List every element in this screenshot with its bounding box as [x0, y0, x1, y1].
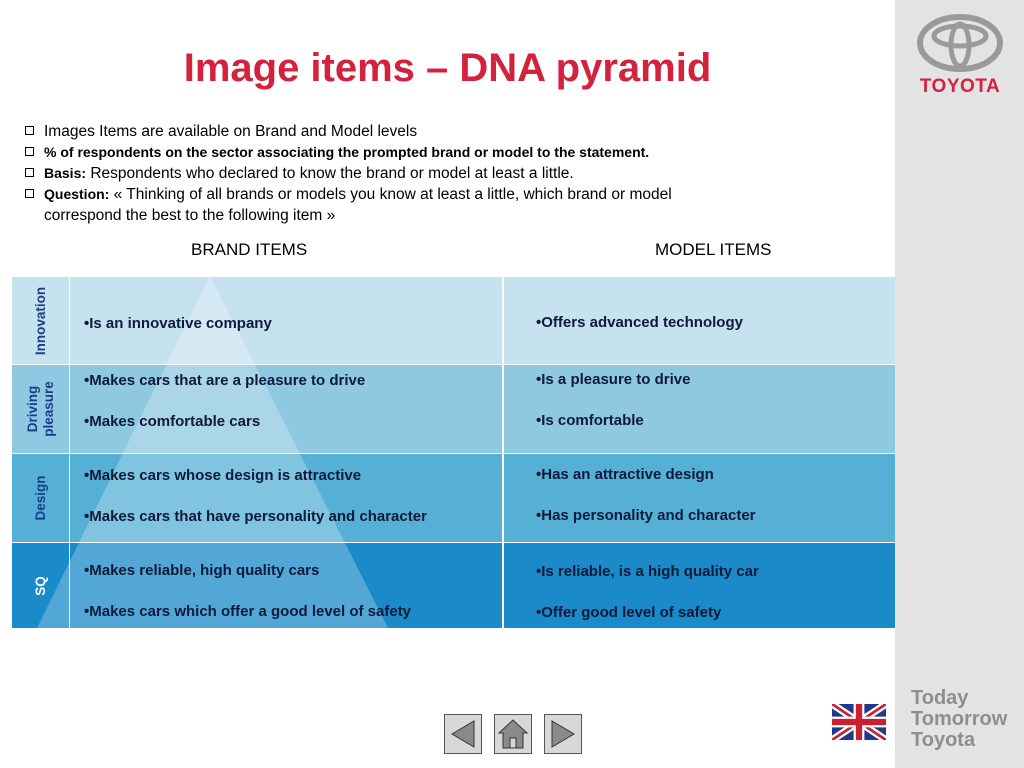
checkbox-bullet-icon: [25, 189, 34, 198]
tagline-line: Toyota: [911, 729, 976, 751]
checkbox-bullet-icon: [25, 168, 34, 177]
bullet-basis: [24, 163, 854, 184]
checkbox-bullet-icon: [25, 147, 34, 156]
bullet-list: [24, 121, 854, 226]
bullet-label: Question:: [44, 186, 110, 202]
home-icon: [495, 715, 531, 753]
slide-title: Image items – DNA pyramid: [183, 46, 712, 90]
row-label-cell: [12, 277, 70, 364]
home-button[interactable]: [494, 714, 532, 754]
bullet-levels: [24, 121, 854, 142]
row-label-cell: [12, 543, 70, 628]
tagline-line: Tomorrow: [911, 708, 1008, 730]
model-item: •Offers advanced technology: [536, 314, 743, 331]
row-label: Driving pleasure: [25, 381, 56, 437]
model-items-header: MODEL ITEMS: [655, 240, 772, 259]
brand-item: •Makes reliable, high quality cars: [84, 562, 320, 579]
column-divider: [502, 365, 504, 453]
brand-item: •Makes cars that have personality and character: [84, 508, 427, 525]
bullet-text: « Thinking of all brands or models you know at least a little, which brand or model: [109, 186, 672, 203]
tagline-line: Today: [911, 687, 969, 709]
brand-item: •Makes cars whose design is attractive: [84, 467, 362, 484]
model-item: •Is a pleasure to drive: [536, 371, 691, 388]
bullet-text: Images Items are available on Brand and Model levels: [44, 123, 418, 140]
model-item: •Has an attractive design: [536, 466, 714, 483]
toyota-wordmark: TOYOTA: [919, 76, 1001, 97]
column-divider: [502, 454, 504, 542]
model-item: •Is reliable, is a high quality car: [536, 563, 759, 580]
toyota-emblem-icon: [917, 14, 1003, 72]
tagline: [911, 688, 1007, 751]
model-item: •Has personality and character: [536, 507, 756, 524]
next-slide-button[interactable]: [544, 714, 582, 754]
column-divider: [502, 543, 504, 628]
brand-item: •Makes comfortable cars: [84, 413, 261, 430]
next-arrow-icon: [545, 715, 581, 753]
bullet-continuation: correspond the best to the following item »: [44, 207, 336, 224]
previous-slide-button[interactable]: [444, 714, 482, 754]
checkbox-bullet-icon: [25, 126, 34, 135]
brand-items-header: BRAND ITEMS: [191, 240, 308, 259]
column-divider: [502, 277, 504, 364]
model-item: •Is comfortable: [536, 412, 644, 429]
row-label: SQ: [33, 575, 48, 596]
previous-arrow-icon: [445, 715, 481, 753]
dna-pyramid-table: [12, 276, 896, 628]
row-label-cell: [12, 365, 70, 453]
bullet-respondents: [24, 142, 854, 163]
bullet-text: Respondents who declared to know the brand or model at least a little.: [86, 165, 574, 182]
model-item: •Offer good level of safety: [536, 604, 722, 621]
brand-item: •Makes cars that are a pleasure to drive: [84, 372, 366, 389]
brand-item: •Makes cars which offer a good level of safety: [84, 603, 412, 620]
uk-flag-icon[interactable]: [832, 704, 886, 740]
brand-item: •Is an innovative company: [84, 315, 272, 332]
bullet-question: [24, 184, 854, 226]
row-label: Design: [33, 475, 48, 521]
row-label: Innovation: [33, 286, 48, 355]
bullet-label: Basis:: [44, 165, 87, 181]
row-label-cell: [12, 454, 70, 542]
brand-sidebar: [895, 0, 1024, 768]
bullet-text: % of respondents on the sector associating the prompted brand or model to the statement.: [44, 144, 650, 160]
